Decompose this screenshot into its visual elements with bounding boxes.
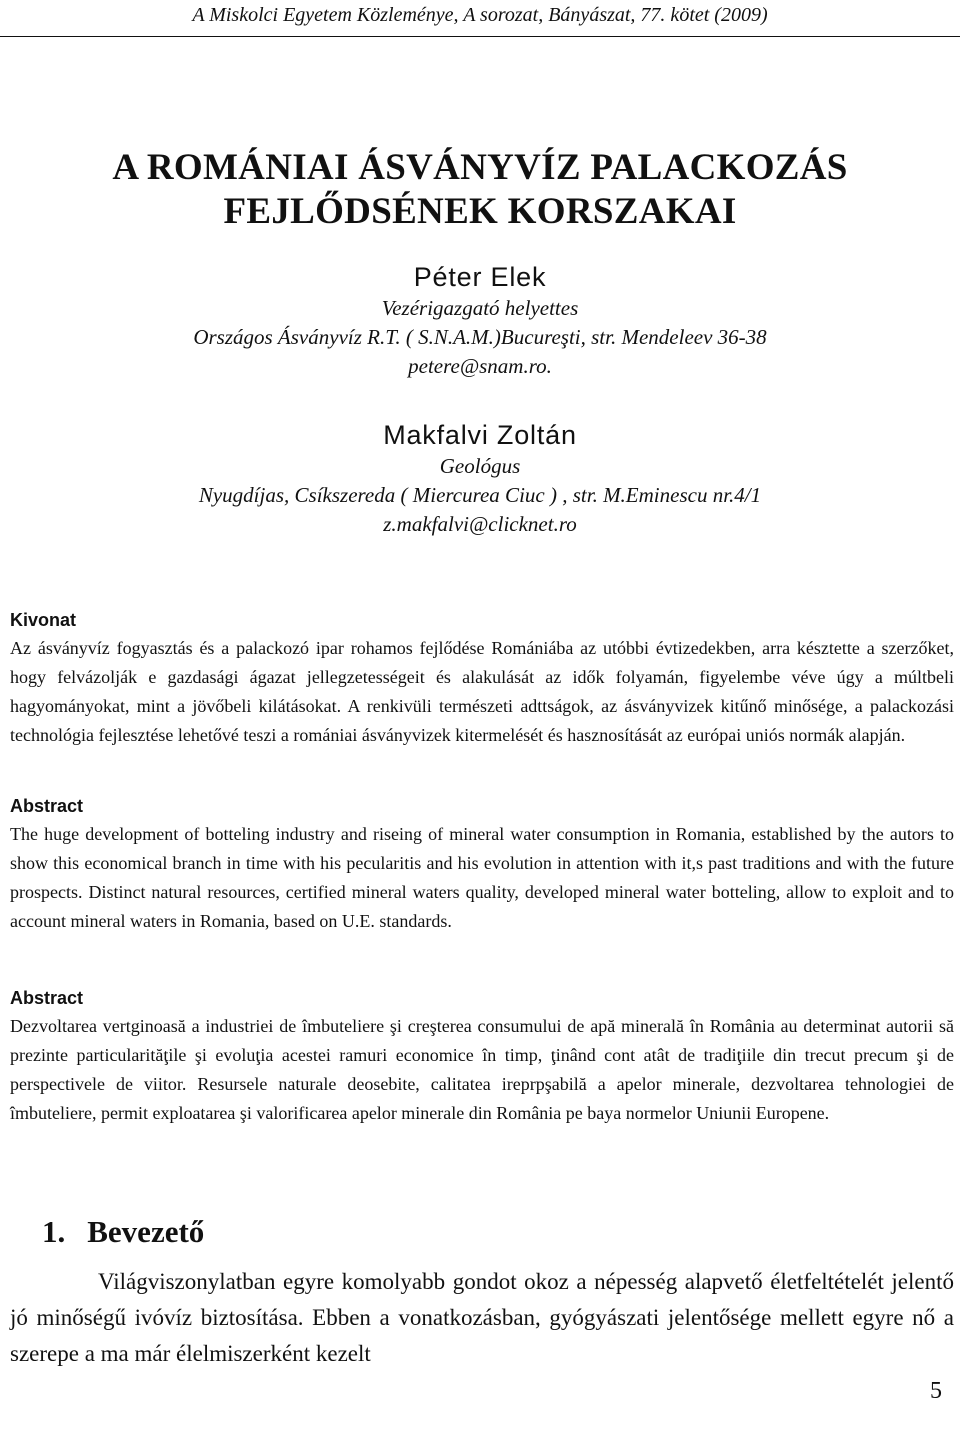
title-line-1: A ROMÁNIAI ÁSVÁNYVÍZ PALACKOZÁS	[112, 147, 848, 188]
kivonat-heading: Kivonat	[10, 610, 77, 630]
author-affiliation: Nyugdíjas, Csíkszereda ( Miercurea Ciuc ) , str. M.Eminescu nr.4/1	[198, 483, 762, 507]
author-block-2	[0, 418, 960, 539]
page-number: 5	[930, 1378, 942, 1404]
chapter-number: 1.	[42, 1214, 66, 1249]
author-affiliation: Országos Ásványvíz R.T. ( S.N.A.M.)Bucureşti, str. Mendeleev 36-38	[193, 325, 767, 349]
abstract-ro-section	[10, 984, 954, 1128]
paper-title	[0, 146, 960, 234]
author-role: Vezérigazgató helyettes	[381, 296, 579, 320]
author-email: petere@snam.ro.	[408, 354, 552, 378]
kivonat-section	[10, 606, 954, 750]
abstract-ro-heading: Abstract	[10, 988, 84, 1008]
journal-header: A Miskolci Egyetem Közleménye, A sorozat, Bányászat, 77. kötet (2009)	[192, 4, 768, 26]
abstract-en-heading: Abstract	[10, 796, 84, 816]
abstract-en-section	[10, 792, 954, 936]
author-role: Geológus	[439, 454, 521, 478]
title-line-2: FEJLŐDSÉNEK KORSZAKAI	[223, 191, 737, 232]
author-block-1	[0, 260, 960, 381]
author-name: Péter Elek	[413, 262, 547, 292]
author-email: z.makfalvi@clicknet.ro	[383, 512, 577, 536]
chapter-title: Bevezető	[87, 1214, 205, 1249]
author-name: Makfalvi Zoltán	[383, 420, 577, 450]
chapter-heading	[42, 1212, 204, 1252]
intro-paragraph: Világviszonylatban egyre komolyabb gondot okoz a népesség alapvető életfeltételét jelentő jó minőségű ivóvíz biztosítása. Ebben a vonatkozásban, gyógyászati jelentősége mellett egyre nő a szerepe a ma már élelmiszerként kezelt	[10, 1269, 954, 1366]
abstract-en-body: The huge development of botteling industry and riseing of mineral water consumption in Romania, established by the autors to show this economical branch in time with his pecularitis and his evolution in attention with it,s past traditions and with the future prospects. Distinct natural resources, certified mineral waters quality, developed mineral water botteling, allow to exploit and to account mineral waters in Romania, based on U.E. standards.	[10, 824, 954, 931]
header-divider	[0, 36, 960, 37]
abstract-ro-body: Dezvoltarea vertginoasă a industriei de îmbuteliere şi creşterea consumului de apă minerală în România au determinat autorii să prezinte particularităţile şi evoluţia acestei ramuri economice în timp, ţinând cont atât de tradiţiile din trecut precum şi de perspectivele de viitor. Resursele naturale deosebite, calitatea ireprpşabilă a apelor minerale, dezvoltarea tehnologiei de îmbuteliere, permit exploatarea şi valorificarea apelor minerale din România pe baya normelor Uniunii Europene.	[10, 1016, 954, 1123]
kivonat-body: Az ásványvíz fogyasztás és a palackozó ipar rohamos fejlődése Romániába az utóbbi évtizedekben, arra késztette a szerzőket, hogy felvázolják e gazdasági ágazat jellegzetességeit és alakulását az idők folyamán, figyelembe véve úgy a múltbeli hagyományokat, mint a jövőbeli kilátásokat. A renkivüli természeti adttságok, az ásványvizek kitűnő minősége, a palackozási technológia fejlesztése lehetővé teszi a romániai ásványvizek kitermelését és hasznosítását az európai uniós normák alapján.	[10, 638, 954, 745]
